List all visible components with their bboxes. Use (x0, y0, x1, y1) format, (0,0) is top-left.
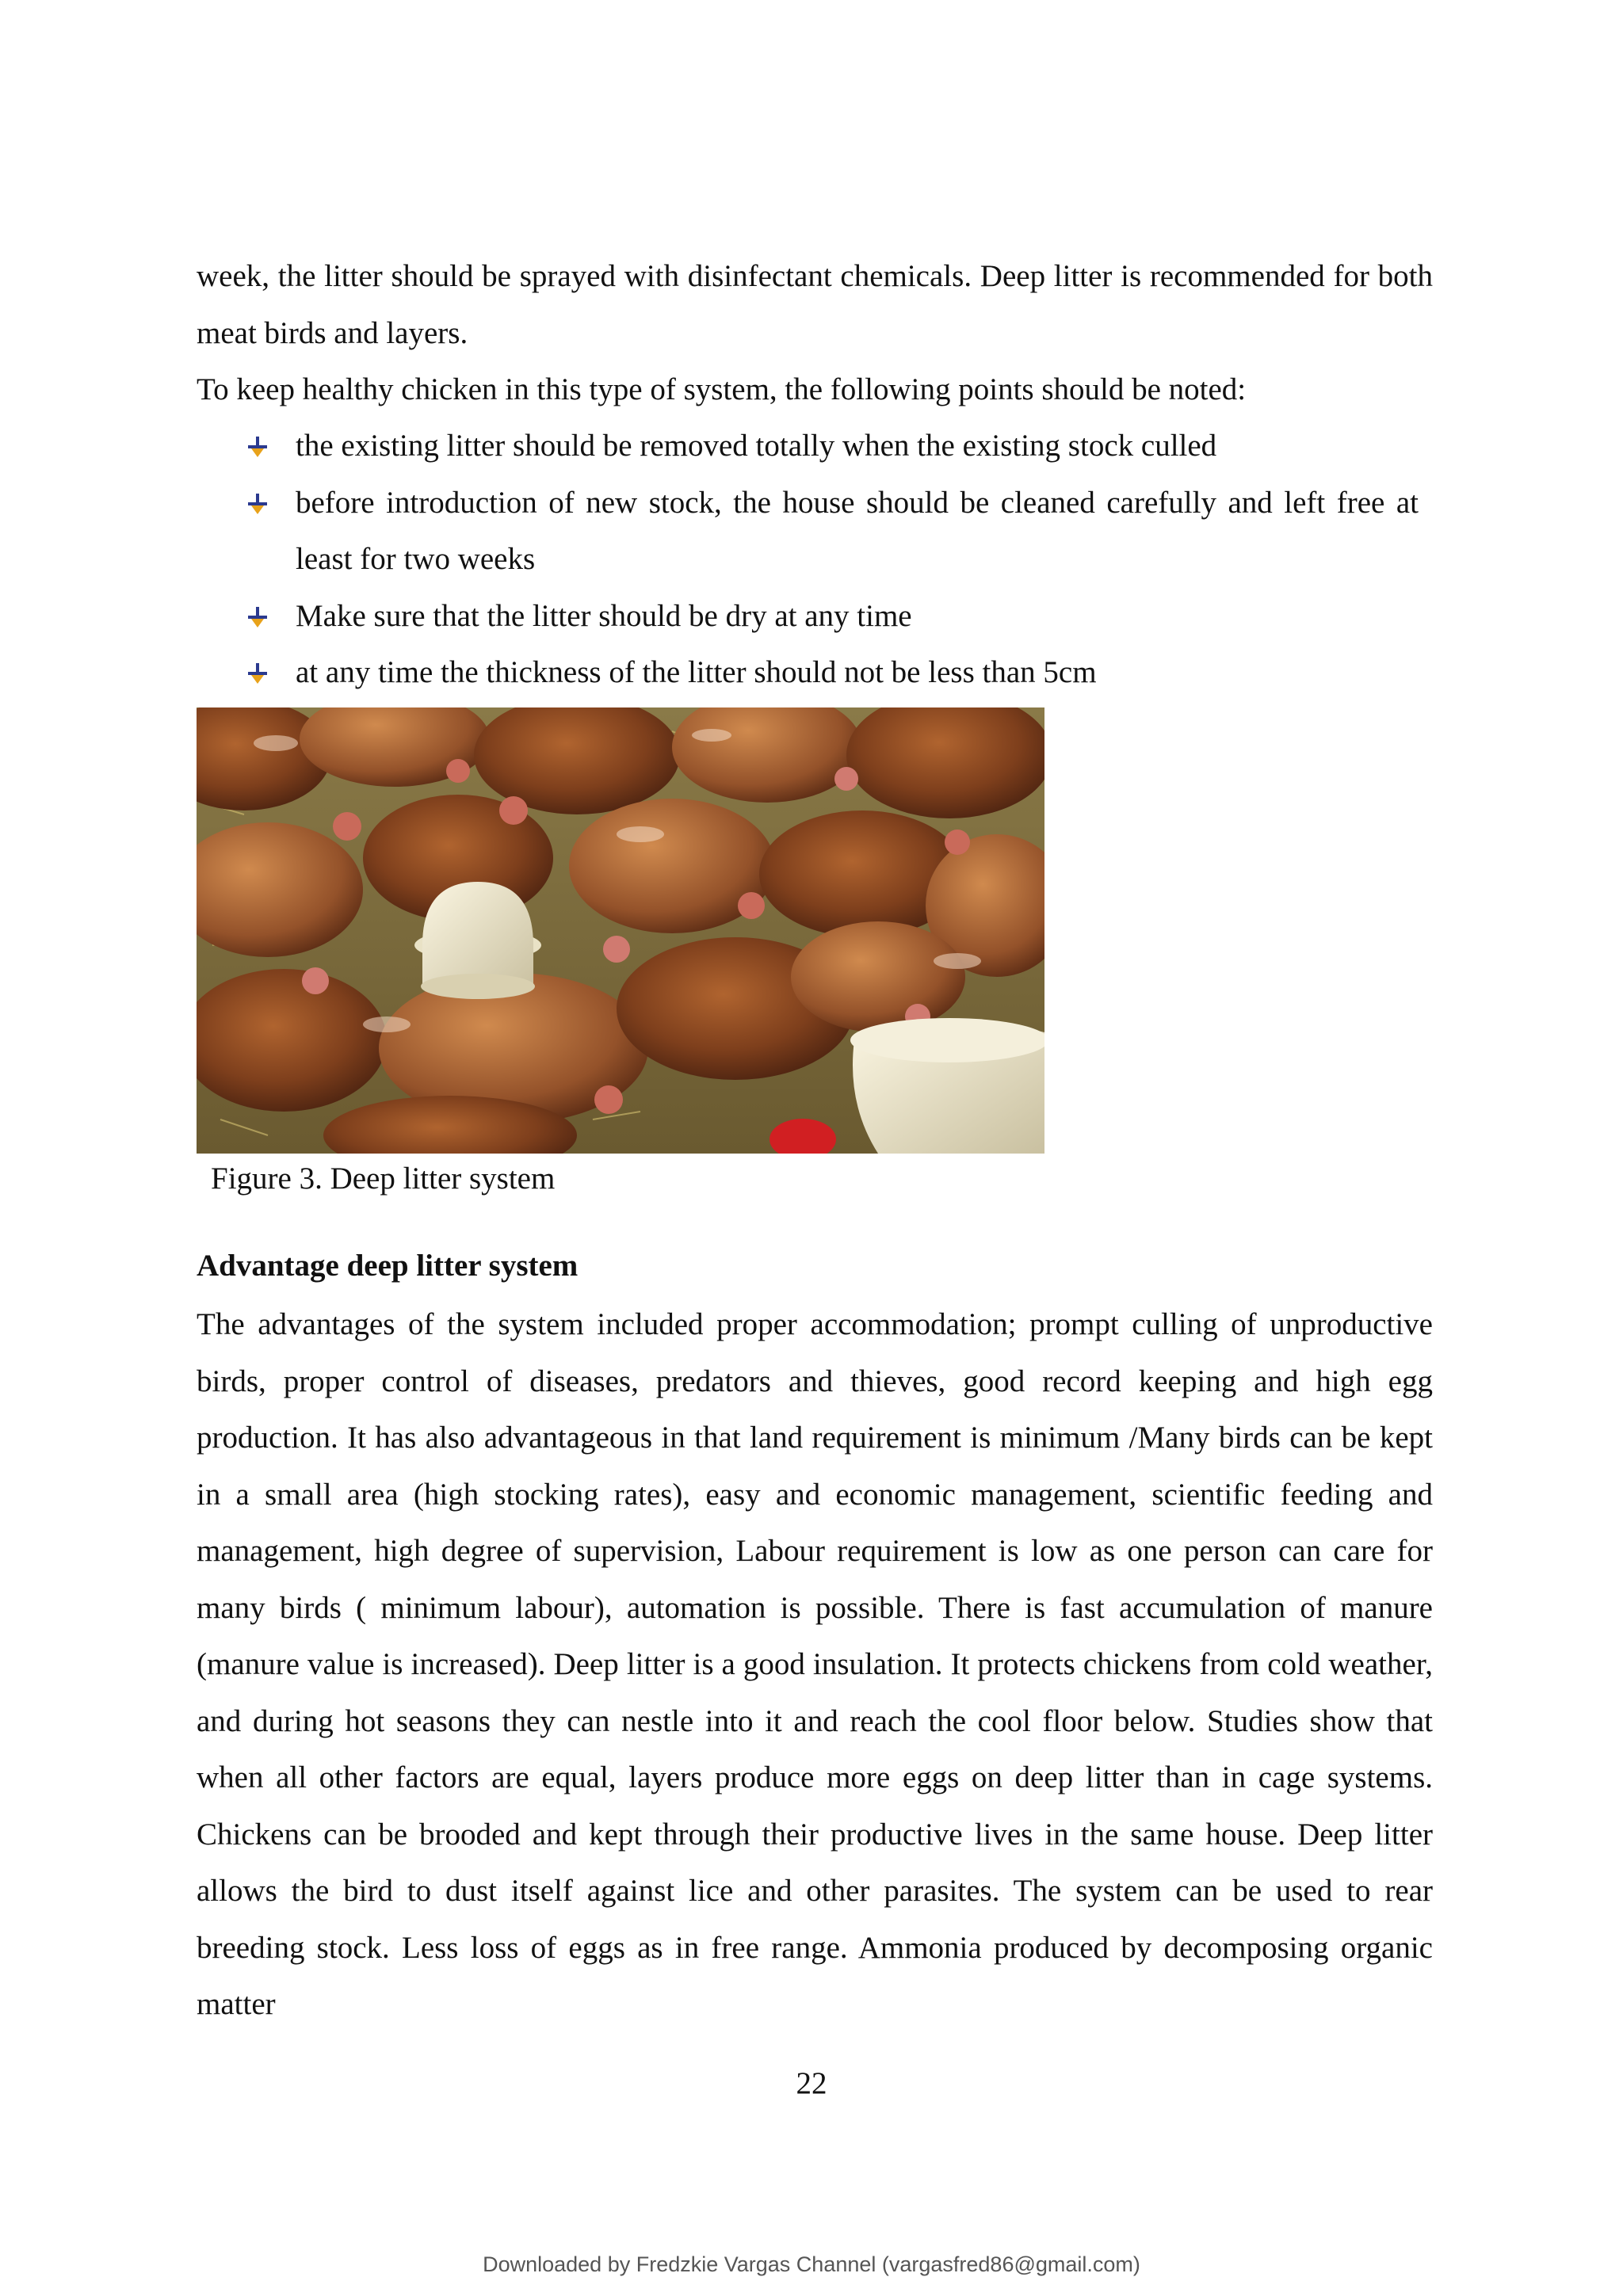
section-heading: Advantage deep litter system (197, 1249, 579, 1283)
arrow-bullet-icon (246, 605, 269, 629)
figure-caption: Figure 3. Deep litter system (211, 1161, 556, 1196)
bullet-text: at any time the thickness of the litter should not be less than 5cm (296, 655, 1097, 689)
arrow-bullet-icon (246, 435, 269, 459)
download-footer: Downloaded by Fredzkie Vargas Channel (vargasfred86@gmail.com) (483, 2252, 1140, 2276)
intro-text (197, 248, 1433, 418)
bullet-item (246, 644, 1419, 701)
bullet-text: Make sure that the litter should be dry at any time (296, 598, 912, 633)
deep-litter-photo (197, 707, 1044, 1154)
arrow-bullet-icon (246, 492, 269, 516)
bullet-item (246, 418, 1419, 475)
bullet-text: before introduction of new stock, the house should be cleaned carefully and left free at least for two weeks (296, 485, 1419, 576)
bullet-item (246, 588, 1419, 645)
section-body (197, 1296, 1433, 2033)
bullet-text: the existing litter should be removed totally when the existing stock culled (296, 429, 1217, 463)
chickens-photo-illustration (197, 707, 1044, 1154)
intro-paragraph: week, the litter should be sprayed with disinfectant chemicals. Deep litter is recommended for both meat birds and layers. (197, 259, 1433, 350)
intro-lead-in: To keep healthy chicken in this type of system, the following points should be noted: (197, 372, 1247, 406)
arrow-bullet-icon (246, 662, 269, 685)
bullet-item (246, 475, 1419, 588)
section-paragraph: The advantages of the system included proper accommodation; prompt culling of unproductive birds, proper control of diseases, predators and thieves, good record keeping and high egg production. It has also advantageous in that land requirement is minimum /Many birds can be kept in a small area (high stocking rates), easy and economic management, scientific feeding and management, high degree of supervision, Labour requirement is low as one person can care for many birds ( minimum labour), automation is possible. There is fast accumulation of manure (manure value is increased). Deep litter is a good insulation. It protects chickens from cold weather, and during hot seasons they can nestle into it and reach the cool floor below. Studies show that when all other factors are equal, layers produce more eggs on deep litter than in cage systems. Chickens can be brooded and kept through their productive lives in the same house. Deep litter allows the bird to dust itself against lice and other parasites. The system can be used to rear breeding stock. Less loss of eggs as in free range. Ammonia produced by decomposing organic matter (197, 1307, 1433, 2021)
bullet-list (246, 418, 1419, 701)
page-number: 22 (796, 2066, 827, 2100)
